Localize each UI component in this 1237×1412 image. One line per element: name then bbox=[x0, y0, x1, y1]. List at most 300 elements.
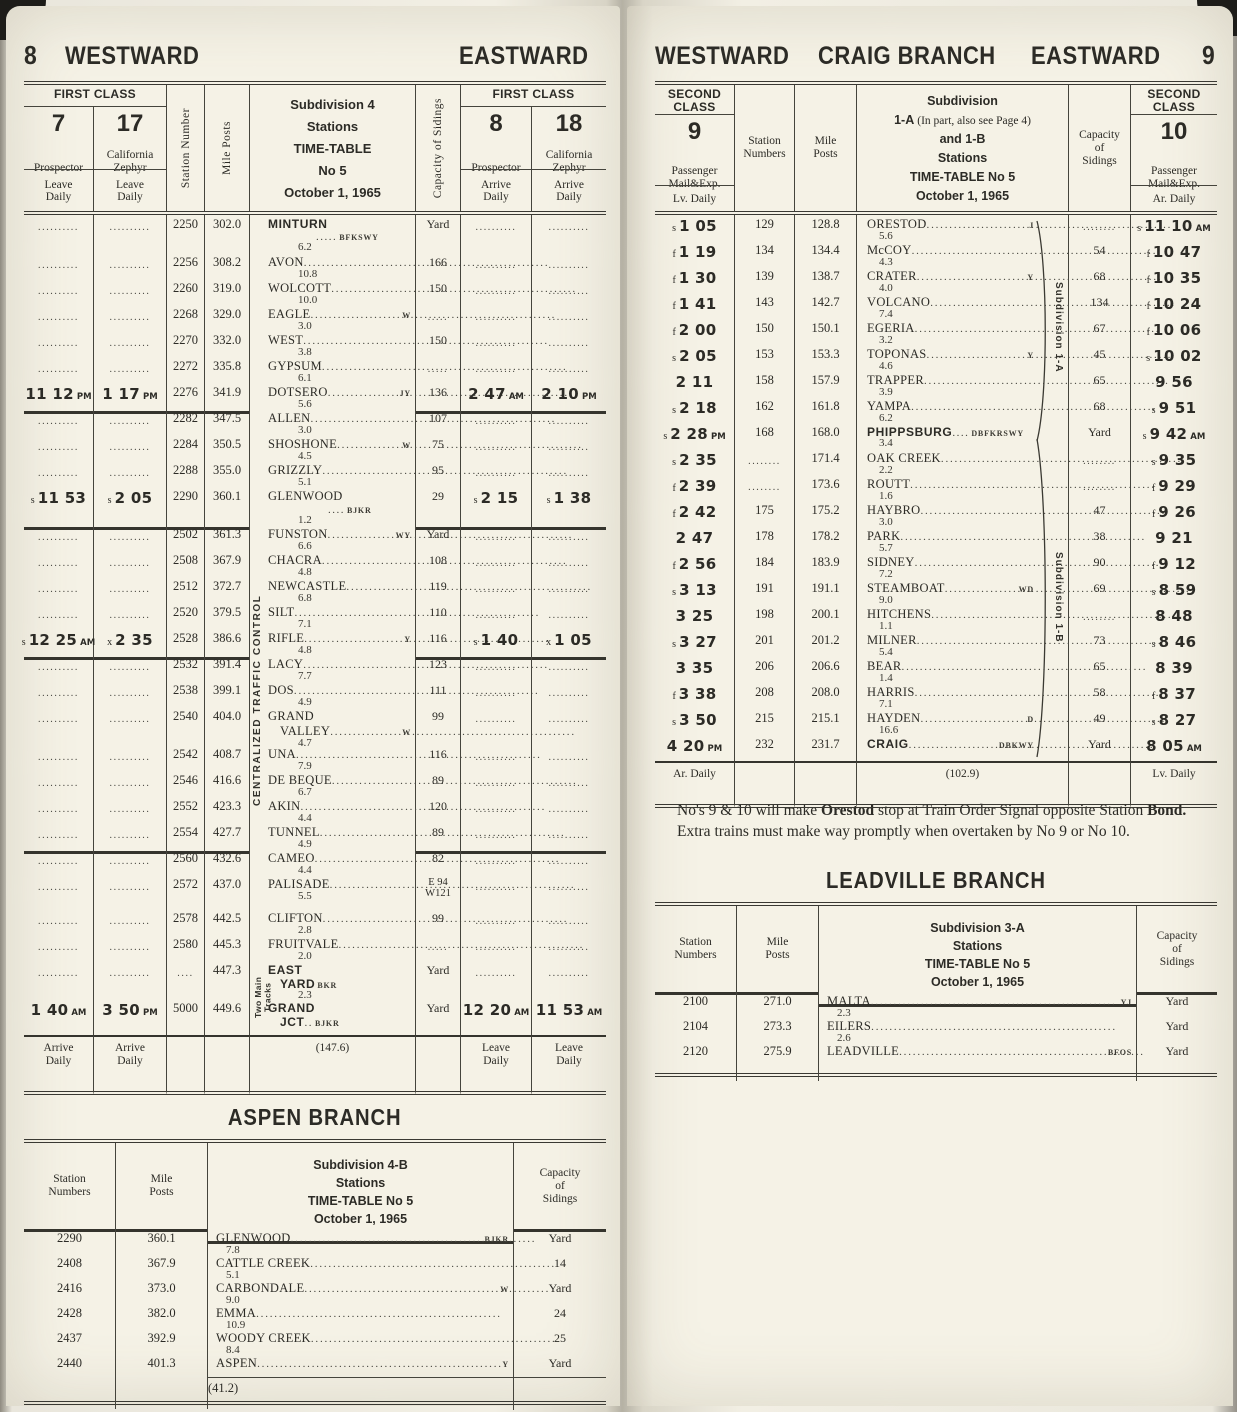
train-8-header bbox=[461, 107, 532, 177]
header-label: Capacity of Sidings bbox=[1079, 128, 1120, 167]
station-name: TUNNEL bbox=[268, 825, 320, 839]
mile-post-cell: 138.7 bbox=[795, 267, 857, 295]
time-prefix: x bbox=[546, 637, 552, 648]
mile-posts-header bbox=[116, 1143, 208, 1232]
siding-capacity-cell: 89 bbox=[416, 771, 461, 799]
dotted-blank: .......... bbox=[475, 222, 517, 233]
train-8-time-cell bbox=[461, 909, 532, 937]
station-number-cell: 2276 bbox=[167, 383, 205, 414]
distance-to-next: 2.2 bbox=[879, 464, 893, 476]
station-number-cell: 2552 bbox=[167, 797, 205, 825]
branch-total-miles: (41.2) bbox=[208, 1377, 514, 1410]
mile-post-cell: 183.9 bbox=[795, 553, 857, 581]
mile-post-cell: 231.7 bbox=[795, 735, 857, 763]
train-name: Passenger Mail&Exp. bbox=[1147, 165, 1201, 190]
westward-label-right: WESTWARD bbox=[655, 42, 790, 70]
f2 bbox=[116, 1377, 208, 1409]
header-text: Stations bbox=[335, 1176, 386, 1190]
time-prefix: s bbox=[672, 457, 677, 468]
station-number-cell: 2578 bbox=[167, 909, 205, 937]
station-name-line bbox=[827, 1019, 1132, 1034]
station-name: HITCHENS bbox=[867, 607, 932, 621]
distance-to-next: 5.1 bbox=[226, 1269, 240, 1281]
train-8-time-cell bbox=[461, 487, 532, 530]
train-17-time-cell bbox=[94, 461, 167, 489]
station-name-cell bbox=[250, 823, 416, 851]
station-name: GRAND bbox=[268, 709, 314, 723]
station-name: FRUITVALE bbox=[268, 937, 339, 951]
station-name: VOLCANO bbox=[867, 295, 931, 309]
header-label: Station Numbers bbox=[674, 936, 717, 961]
station-name: ORESTOD bbox=[867, 217, 927, 231]
distance-to-next: 1.1 bbox=[879, 620, 893, 632]
dotted-blank: .......... bbox=[38, 584, 79, 595]
train-10-time-cell bbox=[1131, 423, 1217, 451]
siding-capacity-cell bbox=[1069, 449, 1131, 477]
station-number-cell: 2437 bbox=[24, 1329, 116, 1356]
time-prefix: s bbox=[546, 495, 551, 506]
dot-leader bbox=[337, 437, 400, 452]
dotted-blank: .......... bbox=[38, 338, 79, 349]
mile-post-cell: 191.1 bbox=[795, 579, 857, 607]
time-prefix: s bbox=[30, 495, 35, 506]
train-18-time-cell bbox=[532, 215, 606, 255]
siding-capacity-cell: 119 bbox=[416, 577, 461, 605]
westward-label-left: WESTWARD bbox=[64, 42, 200, 70]
station-name-line bbox=[268, 709, 411, 724]
dot-leader bbox=[931, 607, 1034, 622]
header-text: TIME-TABLE bbox=[293, 140, 372, 156]
dotted-blank: ..... bbox=[427, 312, 449, 323]
dot-leader: .. bbox=[304, 1017, 313, 1029]
distance-to-next: 6.8 bbox=[298, 592, 312, 604]
station-name-line bbox=[216, 1331, 509, 1346]
time-value: 1 30 bbox=[678, 269, 717, 287]
dotted-blank: .......... bbox=[475, 714, 517, 725]
dotted-blank: .......... bbox=[548, 714, 590, 725]
train-name-line: California bbox=[106, 149, 154, 161]
mile-post-cell: 178.2 bbox=[795, 527, 857, 555]
f3 bbox=[795, 761, 857, 808]
time-value: 9 12 bbox=[1158, 555, 1197, 573]
dotted-blank: .......... bbox=[109, 968, 151, 979]
train-9-time-cell bbox=[655, 267, 735, 295]
mile-post-cell: 361.3 bbox=[205, 525, 250, 553]
time-prefix: s bbox=[473, 637, 478, 648]
station-name: WOLCOTT bbox=[268, 281, 332, 295]
time-prefix: f bbox=[1146, 275, 1150, 286]
station-number-cell: 208 bbox=[735, 683, 795, 711]
station-code: D bbox=[1027, 715, 1034, 724]
train-17-time-cell bbox=[94, 435, 167, 463]
train-17-time-cell bbox=[94, 745, 167, 773]
train-17-daily bbox=[94, 169, 167, 212]
meridiem-label: PM bbox=[143, 1008, 158, 1018]
mile-post-cell: 382.0 bbox=[116, 1304, 208, 1331]
station-number-cell: 162 bbox=[735, 397, 795, 425]
station-name: UNA bbox=[268, 747, 296, 761]
eastward-label-right: EASTWARD bbox=[1030, 42, 1161, 70]
dotted-blank: .......... bbox=[548, 968, 590, 979]
branch-header-line bbox=[953, 939, 1002, 953]
station-number-cell: 184 bbox=[735, 553, 795, 581]
station-number-cell: 2256 bbox=[167, 253, 205, 281]
siding-capacity-cell bbox=[1069, 215, 1131, 243]
dotted-blank: .......... bbox=[38, 714, 79, 725]
dot-leader bbox=[915, 555, 1034, 570]
dotted-blank: .......... bbox=[109, 260, 151, 271]
station-name: MILNER bbox=[867, 633, 917, 647]
mile-post-cell: 360.1 bbox=[116, 1229, 208, 1256]
station-name: SIDNEY bbox=[867, 555, 915, 569]
mile-post-cell: 168.0 bbox=[795, 423, 857, 451]
station-number-cell: 158 bbox=[735, 371, 795, 399]
train-number: 7 bbox=[51, 110, 66, 137]
station-code: Y bbox=[1027, 273, 1034, 282]
leadville-branch-title: LEADVILLE BRANCH bbox=[826, 867, 1046, 893]
train-7-time-cell bbox=[24, 681, 94, 709]
train-18-header bbox=[532, 107, 606, 177]
siding-capacity-cell: 82 bbox=[416, 849, 461, 877]
craig-row bbox=[655, 371, 1217, 397]
station-number-cell: 2540 bbox=[167, 707, 205, 747]
meridiem-label: AM bbox=[1195, 224, 1211, 234]
train-18-time-cell bbox=[532, 935, 606, 963]
station-number-cell: 2580 bbox=[167, 935, 205, 963]
siding-capacity-cell: 54 bbox=[1069, 241, 1131, 269]
distance-to-next: 10.8 bbox=[298, 268, 318, 280]
meridiem-label: AM bbox=[80, 638, 96, 648]
station-name-line bbox=[268, 463, 411, 478]
mile-post-cell: 367.9 bbox=[205, 551, 250, 579]
siding-capacity-cell bbox=[1069, 475, 1131, 503]
siding-capacity-cell: 65 bbox=[1069, 371, 1131, 399]
station-number-cell: 2250 bbox=[167, 215, 205, 255]
header-text: TIME-TABLE No 5 bbox=[909, 169, 1016, 184]
dotted-blank: .......... bbox=[475, 916, 517, 927]
distance-to-next: 2.8 bbox=[298, 924, 312, 936]
dotted-blank: .......... bbox=[109, 558, 151, 569]
train-number: 10 bbox=[1160, 118, 1188, 145]
f1 bbox=[24, 1377, 116, 1409]
station-name-line bbox=[268, 851, 411, 866]
timetable-row bbox=[24, 771, 606, 797]
distance-to-next: 3.2 bbox=[879, 334, 893, 346]
distance-to-next: 7.8 bbox=[226, 1244, 240, 1256]
dotted-blank: .......... bbox=[548, 752, 590, 763]
mile-post-cell: 447.3 bbox=[205, 961, 250, 1001]
station-name-line bbox=[216, 1256, 509, 1271]
mile-post-cell: 442.5 bbox=[205, 909, 250, 937]
craig-row bbox=[655, 423, 1217, 449]
branch-header-line bbox=[314, 1212, 407, 1226]
dotted-blank: .......... bbox=[109, 312, 151, 323]
train-17-time-cell bbox=[94, 577, 167, 605]
train-8-time-cell bbox=[461, 215, 532, 255]
train-18-time-cell bbox=[532, 331, 606, 359]
station-name-cell bbox=[250, 305, 416, 333]
dotted-blank: .......... bbox=[38, 804, 79, 815]
mile-post-cell: 408.7 bbox=[205, 745, 250, 773]
dotted-blank: .......... bbox=[109, 714, 151, 725]
station-name: ALLEN bbox=[268, 411, 311, 425]
train-9-time-cell bbox=[655, 501, 735, 529]
train-9-time-cell bbox=[655, 293, 735, 321]
station-number-cell: 2408 bbox=[24, 1254, 116, 1281]
craig-row bbox=[655, 319, 1217, 345]
station-name-cell bbox=[208, 1254, 514, 1281]
dot-leader bbox=[900, 529, 1034, 544]
mile-post-cell: 423.3 bbox=[205, 797, 250, 825]
dotted-blank: .......... bbox=[109, 338, 151, 349]
station-name-line bbox=[867, 737, 1034, 752]
train-number: 18 bbox=[555, 110, 583, 137]
train-10-time-cell bbox=[1131, 371, 1217, 399]
time-value: 2 15 bbox=[480, 489, 519, 507]
train-7-time-cell bbox=[24, 875, 94, 911]
dotted-blank: .......... bbox=[38, 688, 79, 699]
time-value: 11 12 bbox=[25, 385, 74, 403]
meridiem-label: PM bbox=[76, 392, 92, 402]
station-name-line bbox=[268, 333, 411, 348]
station-number-cell: 150 bbox=[735, 319, 795, 347]
dot-leader bbox=[322, 463, 411, 478]
dotted-blank: .......... bbox=[475, 662, 517, 673]
siding-capacity-cell bbox=[416, 935, 461, 963]
time-value: 2 56 bbox=[678, 555, 717, 573]
header-text: No 5 bbox=[318, 162, 347, 178]
dotted-blank: .......... bbox=[109, 856, 151, 867]
station-number-cell: 2560 bbox=[167, 849, 205, 877]
station-number-cell: 2440 bbox=[24, 1354, 116, 1379]
station-number-cell: 2290 bbox=[24, 1229, 116, 1256]
station-number-cell: 2284 bbox=[167, 435, 205, 463]
station-name: HARRIS bbox=[867, 685, 915, 699]
station-number-cell: 2542 bbox=[167, 745, 205, 773]
time-value: 10 06 bbox=[1152, 321, 1202, 339]
station-name-cell bbox=[250, 797, 416, 825]
craig-row bbox=[655, 475, 1217, 501]
station-name-cell bbox=[250, 357, 416, 385]
distance-to-next: 5.4 bbox=[879, 646, 893, 658]
craig-branch-title: CRAIG BRANCH bbox=[818, 42, 996, 70]
station-name: HAYDEN bbox=[867, 711, 921, 725]
distance-to-next: 1.4 bbox=[879, 672, 893, 684]
train-17-time-cell bbox=[94, 215, 167, 255]
mile-post-cell: 157.9 bbox=[795, 371, 857, 399]
time-value: 1 17 bbox=[102, 385, 141, 403]
time-value: 10 35 bbox=[1152, 269, 1202, 287]
station-name-line bbox=[268, 605, 411, 620]
train-7-time-cell bbox=[24, 745, 94, 773]
time-value: 12 25 bbox=[28, 631, 78, 649]
mile-post-cell: 142.7 bbox=[795, 293, 857, 321]
mile-posts-header bbox=[795, 85, 857, 211]
header-text: TIME-TABLE No 5 bbox=[924, 957, 1031, 971]
station-number-cell: 5000 bbox=[167, 999, 205, 1037]
time-value: 12 20 bbox=[462, 1001, 512, 1019]
train-17-time-cell bbox=[94, 253, 167, 281]
train-18-time-cell bbox=[532, 279, 606, 307]
station-number-cell bbox=[167, 961, 205, 1001]
siding-capacity-cell: 134 bbox=[1069, 293, 1131, 321]
train-name-line: Zephyr bbox=[552, 161, 586, 174]
dot-leader bbox=[346, 579, 411, 594]
milepost-footer bbox=[205, 1035, 250, 1095]
craig-row bbox=[655, 267, 1217, 293]
station-number-cell: 2532 bbox=[167, 655, 205, 683]
time-value: 11 53 bbox=[37, 489, 87, 507]
dotted-blank: .......... bbox=[475, 338, 517, 349]
craig-row bbox=[655, 683, 1217, 709]
distance-to-next: 4.6 bbox=[879, 360, 893, 372]
station-code: DBKWY bbox=[998, 741, 1034, 750]
station-name-cell bbox=[250, 655, 416, 683]
siding-capacity-cell: 47 bbox=[1069, 501, 1131, 529]
train-10-time-cell bbox=[1131, 397, 1217, 425]
train-18-time-cell bbox=[532, 771, 606, 799]
time-value: 3 25 bbox=[675, 607, 714, 625]
station-code: Y bbox=[1027, 351, 1034, 360]
dotted-blank: .......... bbox=[38, 222, 79, 233]
centralized-traffic-control-label: CENTRALIZED TRAFFIC CONTROL bbox=[252, 594, 263, 806]
f5 bbox=[1069, 761, 1131, 808]
dotted-blank: .......... bbox=[475, 286, 517, 297]
timetable-row bbox=[24, 383, 606, 409]
dotted-blank: .......... bbox=[38, 778, 79, 789]
craig-row bbox=[655, 709, 1217, 735]
first-class-right-label: FIRST CLASS bbox=[461, 85, 606, 107]
dotted-blank: .......... bbox=[38, 286, 79, 297]
dot-leader bbox=[911, 399, 1034, 414]
craig-row bbox=[655, 657, 1217, 683]
station-name: ASPEN bbox=[216, 1356, 258, 1370]
footnote: Extra trains must make way promptly when overtaken by No 9 or No 10. bbox=[677, 823, 1130, 840]
train-9-time-cell bbox=[655, 605, 735, 633]
siding-capacity-cell: 99 bbox=[416, 909, 461, 937]
train-7-time-cell bbox=[24, 849, 94, 877]
branch-header-line bbox=[931, 975, 1024, 989]
timetable-row bbox=[24, 551, 606, 577]
time-value: 8 39 bbox=[1155, 659, 1193, 677]
timetable-row bbox=[24, 461, 606, 487]
meridiem-label: PM bbox=[143, 392, 158, 402]
station-number-cell: 139 bbox=[735, 267, 795, 295]
station-name-line bbox=[268, 724, 411, 739]
craig-row bbox=[655, 501, 1217, 527]
station-code: WY bbox=[395, 531, 411, 540]
dotted-blank: .......... bbox=[548, 942, 590, 953]
train-8-time-cell bbox=[461, 603, 532, 631]
train-18-time-cell bbox=[532, 551, 606, 579]
time-value: 2 05 bbox=[114, 489, 153, 507]
siding-capacity-cell: 90 bbox=[1069, 553, 1131, 581]
mile-post-cell: 427.7 bbox=[205, 823, 250, 854]
train-10-time-cell bbox=[1131, 605, 1217, 633]
distance-to-next: 9.0 bbox=[226, 1294, 240, 1306]
station-name: CARBONDALE bbox=[216, 1281, 305, 1295]
dot-leader bbox=[920, 711, 1025, 726]
time-prefix: f bbox=[1146, 327, 1150, 338]
craig-header-line bbox=[938, 151, 987, 165]
mile-post-cell: 329.0 bbox=[205, 305, 250, 333]
mile-post-cell: 273.3 bbox=[737, 1017, 819, 1044]
time-value: 3 50 bbox=[679, 711, 717, 729]
dotted-blank: .......... bbox=[548, 364, 590, 375]
dotted-blank: .......... bbox=[109, 942, 151, 953]
station-name-line bbox=[827, 994, 1132, 1009]
time-value: 1 41 bbox=[678, 295, 717, 313]
mile-post-cell: 373.0 bbox=[116, 1279, 208, 1306]
header-text: Stations bbox=[952, 939, 1003, 953]
time-value: 8 05 bbox=[1146, 737, 1184, 755]
distance-to-next: 3.4 bbox=[879, 437, 893, 449]
mile-post-cell: 200.1 bbox=[795, 605, 857, 633]
station-name: DOTSERO bbox=[268, 385, 328, 399]
mile-post-cell: 355.0 bbox=[205, 461, 250, 489]
siding-capacity-cell: 107 bbox=[416, 409, 461, 437]
dotted-blank: .......... bbox=[109, 222, 151, 233]
dotted-blank: .... bbox=[177, 968, 194, 979]
train-18-daily bbox=[532, 169, 606, 212]
station-name-line bbox=[268, 963, 411, 977]
time-prefix: f bbox=[672, 561, 676, 572]
siding-capacity-cell: Yard bbox=[416, 525, 461, 553]
mile-post-cell: 319.0 bbox=[205, 279, 250, 307]
siding-capacity-cell bbox=[1069, 605, 1131, 633]
distance-to-next: 4.4 bbox=[298, 864, 312, 876]
f4 bbox=[514, 1377, 606, 1410]
craig-row bbox=[655, 553, 1217, 579]
station-name: GRAND bbox=[268, 1001, 315, 1015]
daily-label: Leave Daily bbox=[44, 178, 73, 203]
time-prefix: s bbox=[473, 495, 478, 506]
train-17-time-cell bbox=[94, 409, 167, 437]
train-10-time-cell bbox=[1131, 241, 1217, 269]
station-number-cell: 2268 bbox=[167, 305, 205, 333]
dotted-blank: .......... bbox=[38, 260, 79, 271]
dot-leader bbox=[945, 581, 1017, 596]
time-prefix: f bbox=[672, 483, 676, 494]
dotted-blank: ........ bbox=[1083, 222, 1116, 233]
station-name-line bbox=[268, 799, 411, 814]
distance-to-next: 6.1 bbox=[298, 372, 312, 384]
meridiem-label: PM bbox=[582, 392, 597, 402]
train-9-time-cell bbox=[655, 579, 735, 607]
station-number-cell: 2100 bbox=[655, 992, 737, 1019]
mile-post-cell: 173.6 bbox=[795, 475, 857, 503]
station-name: FUNSTON bbox=[268, 527, 328, 541]
station-name: GRIZZLY bbox=[268, 463, 323, 477]
station-name: WEST bbox=[268, 333, 304, 347]
station-name: TRAPPER bbox=[867, 373, 924, 387]
dotted-blank: .......... bbox=[548, 260, 590, 271]
dotted-blank: .......... bbox=[475, 610, 517, 621]
train-7-time-cell bbox=[24, 797, 94, 825]
train-9-time-cell bbox=[655, 449, 735, 477]
station-name-line bbox=[268, 911, 411, 926]
distance-to-next: 2.0 bbox=[298, 950, 312, 962]
craig-row bbox=[655, 579, 1217, 605]
station-name: ROUTT bbox=[867, 477, 911, 491]
train-10-time-cell bbox=[1131, 631, 1217, 659]
station-name: AVON bbox=[268, 255, 304, 269]
station-name-cell bbox=[250, 551, 416, 579]
station-name-line bbox=[827, 1044, 1132, 1059]
station-name-cell bbox=[250, 279, 416, 307]
dot-leader bbox=[300, 799, 411, 814]
dotted-blank: .......... bbox=[548, 532, 590, 543]
